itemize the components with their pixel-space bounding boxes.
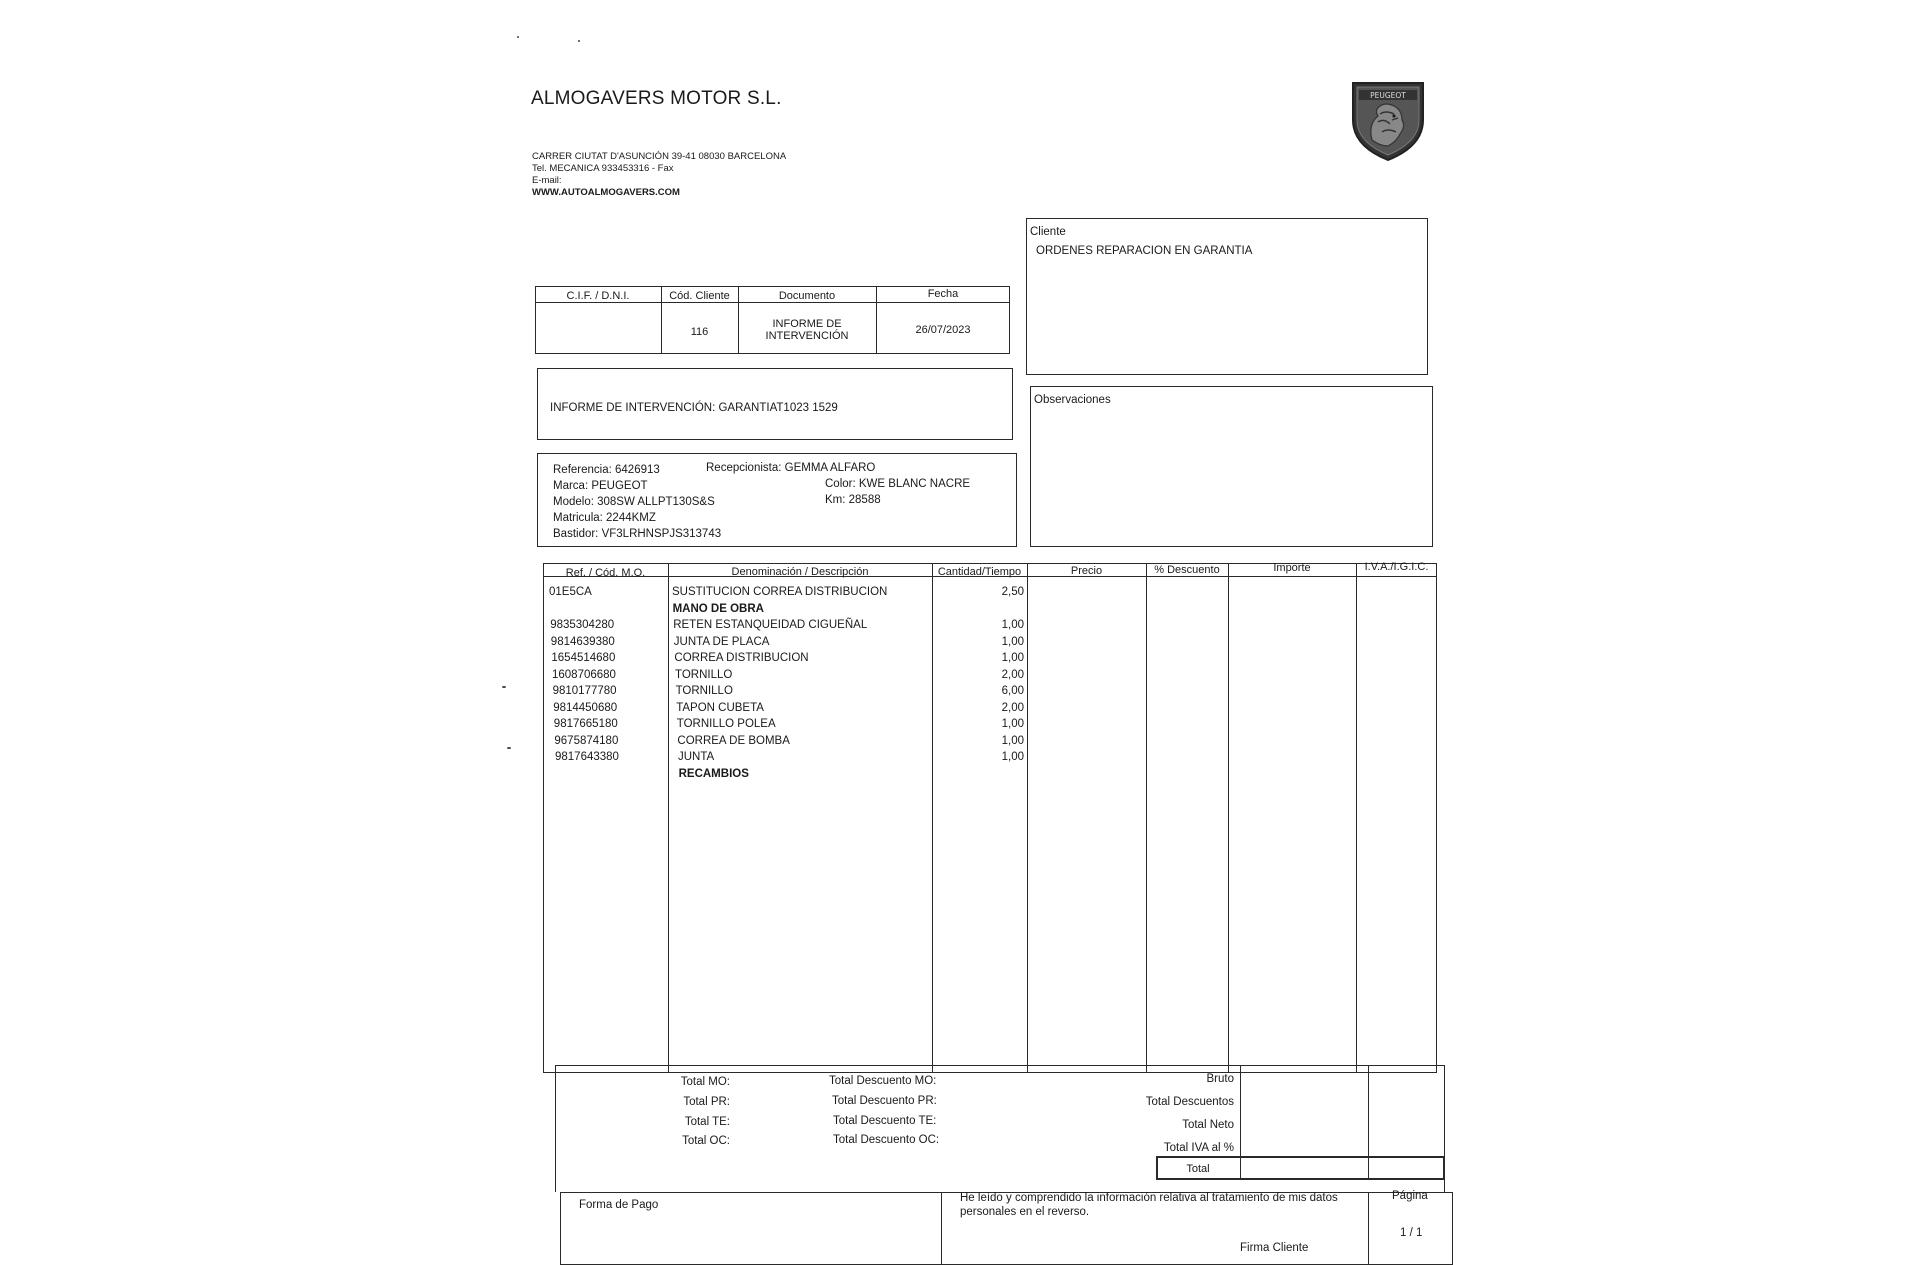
column-divider (668, 563, 669, 1073)
total-mo-label: Total MO: (680, 1076, 730, 1088)
company-name: ALMOGAVERS MOTOR S.L. (531, 88, 782, 109)
header-importe: Importe (1273, 562, 1311, 574)
column-divider (1356, 563, 1357, 1073)
row-description: RECAMBIOS (678, 768, 749, 780)
vehicle-recepcionista: Recepcionista: GEMMA ALFARO (706, 462, 876, 474)
company-email: E-mail: (532, 175, 562, 186)
header-ref: Ref. / Cód. M.O. (565, 567, 646, 579)
col-fecha-header: Fecha (927, 288, 959, 300)
row-description: TORNILLO (675, 685, 733, 697)
column-divider (1368, 1065, 1369, 1180)
fecha-value: 26/07/2023 (915, 324, 971, 336)
header-iva: I.V.A./I.G.I.C. (1364, 561, 1429, 573)
privacy-text-line2: personales en el reverso. (960, 1206, 1090, 1218)
row-quantity: 1,00 (1001, 619, 1024, 631)
pagina-label: Página (1392, 1190, 1428, 1202)
row-description: TORNILLO (675, 669, 733, 681)
pagina-value: 1 / 1 (1400, 1227, 1423, 1239)
row-ref: 9814639380 (550, 636, 615, 648)
header-descuento: % Descuento (1154, 564, 1220, 576)
row-description: JUNTA (678, 751, 715, 763)
row-ref: 9810177780 (552, 685, 617, 697)
vehicle-referencia: Referencia: 6426913 (553, 464, 660, 476)
scan-speck (507, 747, 511, 749)
total-descuento-pr-label: Total Descuento PR: (832, 1095, 937, 1107)
row-description: RETEN ESTANQUEIDAD CIGUEÑAL (673, 619, 868, 631)
total-neto-label: Total Neto (1182, 1119, 1234, 1131)
scan-speck (502, 686, 506, 688)
row-description: MANO DE OBRA (672, 603, 764, 615)
scan-speck (517, 36, 519, 38)
row-ref: 9835304280 (550, 619, 615, 631)
client-value: ORDENES REPARACION EN GARANTIA (1036, 245, 1253, 257)
row-description: CORREA DISTRIBUCION (674, 652, 809, 664)
vehicle-marca: Marca: PEUGEOT (553, 480, 648, 492)
row-quantity: 2,50 (1001, 586, 1024, 598)
row-quantity: 1,00 (1001, 652, 1024, 664)
col-documento-header: Documento (778, 290, 836, 302)
total-oc-label: Total OC: (682, 1135, 730, 1147)
intervention-text: INFORME DE INTERVENCIÓN: GARANTIAT1023 1529 (550, 402, 838, 414)
documento-line2: INTERVENCIÓN (765, 330, 849, 342)
total-iva-label: Total IVA al % (1163, 1142, 1234, 1154)
row-ref: 1654514680 (551, 652, 616, 664)
vehicle-matricula: Matricula: 2244KMZ (553, 512, 656, 524)
header-cantidad: Cantidad/Tiempo (937, 566, 1022, 578)
peugeot-lion-logo-icon (1350, 80, 1426, 162)
bruto-label: Bruto (1206, 1073, 1234, 1085)
row-description: TAPON CUBETA (676, 702, 764, 714)
row-quantity: 1,00 (1001, 751, 1024, 763)
total-descuento-oc-label: Total Descuento OC: (833, 1134, 940, 1146)
row-ref: 01E5CA (549, 586, 592, 598)
row-description: TORNILLO POLEA (676, 718, 776, 730)
vehicle-color: Color: KWE BLANC NACRE (825, 478, 971, 490)
observaciones-label: Observaciones (1034, 394, 1111, 406)
vehicle-bastidor: Bastidor: VF3LRHNSPJS313743 (553, 528, 722, 540)
forma-pago-label: Forma de Pago (579, 1199, 659, 1211)
divider (535, 302, 1010, 303)
vehicle-km: Km: 28588 (825, 494, 881, 506)
row-quantity: 2,00 (1001, 702, 1024, 714)
total-pr-label: Total PR: (683, 1096, 730, 1108)
column-divider (1146, 563, 1147, 1073)
documento-line1: INFORME DE (772, 318, 842, 330)
logo-text: PEUGEOT (1370, 91, 1406, 100)
col-cif-header: C.I.F. / D.N.I. (566, 290, 630, 302)
column-divider (1368, 1192, 1369, 1265)
total-descuento-te-label: Total Descuento TE: (833, 1115, 937, 1127)
company-address: CARRER CIUTAT D'ASUNCIÓN 39-41 08030 BARCELONA (532, 151, 787, 162)
firma-cliente-label: Firma Cliente (1240, 1242, 1309, 1254)
cliente-code: 116 (690, 326, 709, 338)
company-phone: Tel. MECANICA 933453316 - Fax (532, 163, 674, 174)
row-description: SUSTITUCION CORREA DISTRIBUCION (672, 586, 888, 598)
column-divider (932, 563, 933, 1073)
total-label: Total (1186, 1163, 1210, 1175)
row-quantity: 2,00 (1001, 669, 1024, 681)
column-divider (941, 1192, 942, 1265)
row-ref: 9675874180 (554, 735, 619, 747)
row-description: JUNTA DE PLACA (673, 636, 770, 648)
col-cliente-header: Cód. Cliente (669, 290, 730, 302)
total-descuento-mo-label: Total Descuento MO: (829, 1075, 937, 1087)
row-quantity: 1,00 (1001, 636, 1024, 648)
company-website: WWW.AUTOALMOGAVERS.COM (532, 187, 680, 198)
row-description: CORREA DE BOMBA (677, 735, 790, 747)
row-quantity: 6,00 (1001, 685, 1024, 697)
vehicle-modelo: Modelo: 308SW ALLPT130S&S (553, 496, 715, 508)
privacy-text-line1: He leído y comprendido la información relativa al tratamiento de mis datos (960, 1192, 1338, 1204)
column-divider (1228, 563, 1229, 1073)
row-quantity: 1,00 (1001, 718, 1024, 730)
row-quantity: 1,00 (1001, 735, 1024, 747)
total-te-label: Total TE: (684, 1116, 730, 1128)
observaciones-box (1030, 386, 1433, 547)
client-box (1026, 218, 1428, 375)
row-ref: 9814450680 (553, 702, 618, 714)
header-descripcion: Denominación / Descripción (731, 566, 869, 578)
header-precio: Precio (1070, 565, 1103, 577)
scan-speck (578, 40, 580, 42)
client-label: Cliente (1030, 226, 1066, 238)
column-divider (1240, 1065, 1241, 1180)
row-ref: 1608706680 (552, 669, 616, 681)
total-descuentos-label: Total Descuentos (1145, 1096, 1234, 1108)
column-divider (1027, 563, 1028, 1073)
row-ref: 9817665180 (553, 718, 618, 730)
row-ref: 9817643380 (555, 751, 619, 763)
